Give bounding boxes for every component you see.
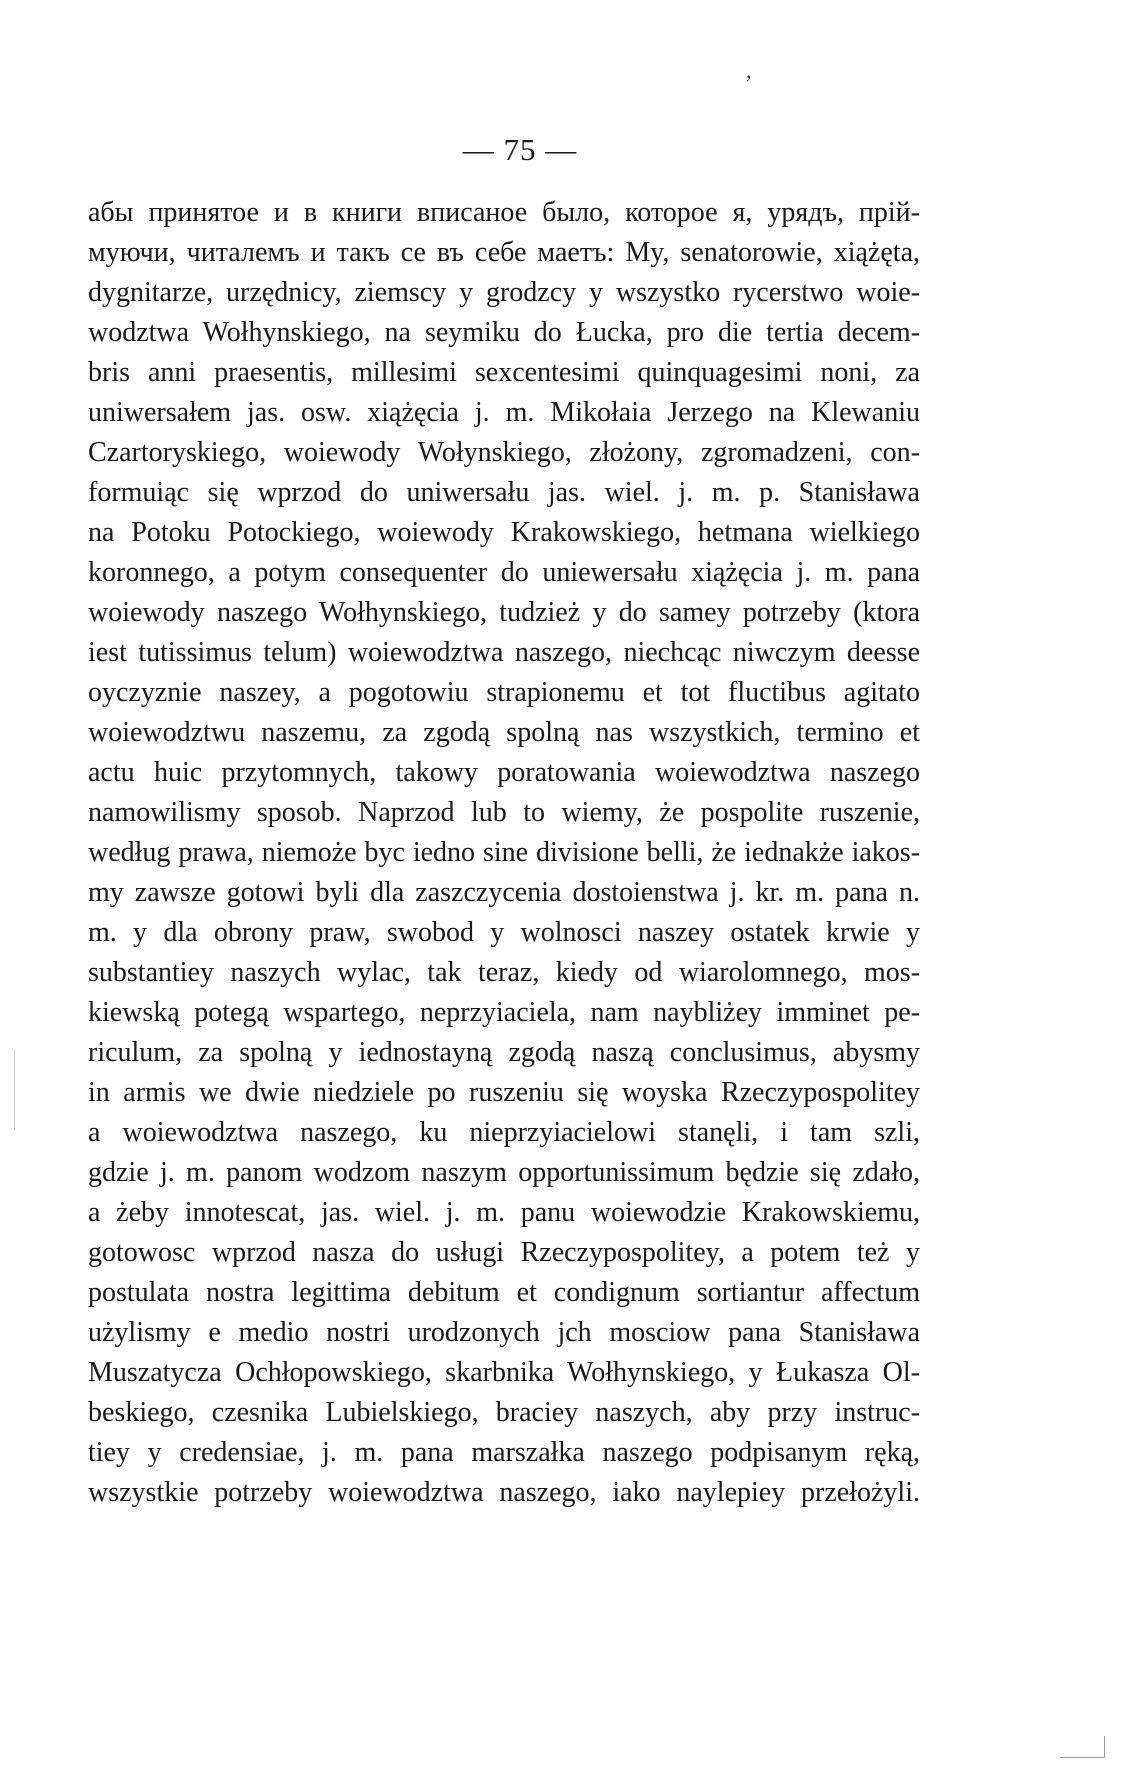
text-line: uniwersałem jas. osw. xiążęcia j. m. Mikołaia Jerzego na Klewaniu	[88, 397, 920, 428]
text-line: namowilismy sposob. Naprzod lub to wiemy, że pospolite ruszenie,	[88, 797, 920, 828]
scan-edge-mark	[1060, 1757, 1104, 1758]
text-line: woiewody naszego Wołhynskiego, tudzież y do samey potrzeby (ktora	[88, 597, 920, 628]
text-line: tiey y credensiae, j. m. pana marszałka naszego podpisanym ręką,	[88, 1437, 920, 1468]
text-line: муючи, читалемъ и такъ се въ себе маетъ: My, senatorowie, xiążęta,	[88, 237, 920, 268]
text-line: riculum, za spolną y iednostayną zgodą naszą conclusimus, abysmy	[88, 1037, 920, 1068]
text-line: według prawa, niemoże byc iedno sine divisione belli, że iednakże iakos-	[88, 837, 920, 868]
scan-mark: ,	[746, 58, 752, 83]
text-line: koronnego, a potym consequenter do uniewersału xiążęcia j. m. pana	[88, 557, 920, 588]
text-line: dygnitarze, urzędnicy, ziemscy y grodzcy y wszystko rycerstwo woie-	[88, 277, 920, 308]
text-line: formuiąc się wprzod do uniwersału jas. wiel. j. m. p. Stanisława	[88, 477, 920, 508]
text-line: kiewską potegą wspartego, neprzyiaciela, nam naybliżey imminet pe-	[88, 997, 920, 1028]
text-line: gdzie j. m. panom wodzom naszym opportunissimum będzie się zdało,	[88, 1157, 920, 1188]
text-line: postulata nostra legittima debitum et condignum sortiantur affectum	[88, 1277, 920, 1308]
text-line: na Potoku Potockiego, woiewody Krakowskiego, hetmana wielkiego	[88, 517, 920, 548]
text-line: woiewodztwu naszemu, za zgodą spolną nas wszystkich, termino et	[88, 717, 920, 748]
text-line: Muszatycza Ochłopowskiego, skarbnika Wołhynskiego, y Łukasza Ol-	[88, 1357, 920, 1388]
text-line: bris anni praesentis, millesimi sexcentesimi quinquagesimi noni, za	[88, 357, 920, 388]
text-line: my zawsze gotowi byli dla zaszczycenia dostoienstwa j. kr. m. pana n.	[88, 877, 920, 908]
text-line: m. y dla obrony praw, swobod y wolnosci naszey ostatek krwie y	[88, 917, 920, 948]
scan-edge-mark	[1104, 1736, 1105, 1758]
text-line: Czartoryskiego, woiewody Wołynskiego, złożony, zgromadzeni, con-	[88, 437, 920, 468]
text-line: iest tutissimus telum) woiewodztwa naszego, niechcąc niwczym deesse	[88, 637, 920, 668]
body-text	[88, 193, 920, 1513]
text-line: a żeby innotescat, jas. wiel. j. m. panu woiewodzie Krakowskiemu,	[88, 1197, 920, 1228]
text-line: in armis we dwie niedziele po ruszeniu się woyska Rzeczypospolitey	[88, 1077, 920, 1108]
text-line: gotowosc wprzod nasza do usługi Rzeczypospolitey, a potem też y	[88, 1237, 920, 1268]
text-line: wodztwa Wołhynskiego, na seymiku do Łucka, pro die tertia decem-	[88, 317, 920, 348]
text-line: użylismy e medio nostri urodzonych jch mosciow pana Stanisława	[88, 1317, 920, 1348]
text-line: a woiewodztwa naszego, ku nieprzyiacielowi stanęli, i tam szli,	[88, 1117, 920, 1148]
text-line: wszystkie potrzeby woiewodztwa naszego, iako naylepiey przełożyli.	[88, 1477, 920, 1508]
text-line: actu huic przytomnych, takowy poratowania woiewodztwa naszego	[88, 757, 920, 788]
text-line: oyczyznie naszey, a pogotowiu strapionemu et tot fluctibus agitato	[88, 677, 920, 708]
text-line: beskiego, czesnika Lubielskiego, braciey naszych, aby przy instruc-	[88, 1397, 920, 1428]
text-line: абы принятое и в книги вписаное было, которое я, урядъ, прій-	[88, 197, 920, 228]
page-number: — 75 —	[462, 132, 578, 167]
scan-edge-mark	[14, 1050, 15, 1130]
text-line: substantiey naszych wylac, tak teraz, kiedy od wiarolomnego, mos-	[88, 957, 920, 988]
